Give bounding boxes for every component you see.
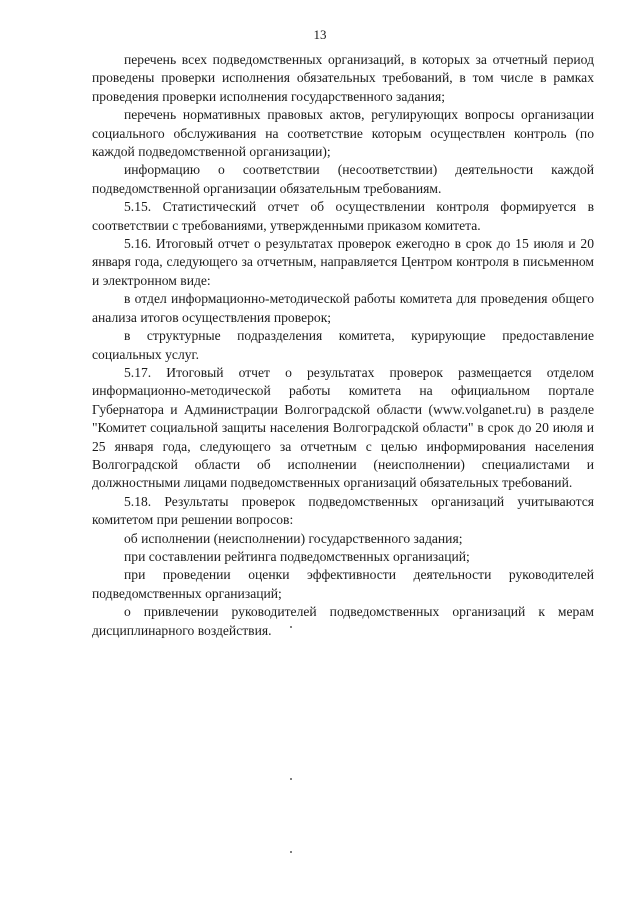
paragraph-compliance-info: информацию о соответствии (несоответствии) деятельности каждой подведомственной организации обязательным требованиям. <box>92 162 594 196</box>
paragraph-methodical-department: в отдел информационно-методической работы комитета для проведения общего анализа итогов осуществления проверок; <box>92 291 594 325</box>
paragraph-efficiency-assessment: при проведении оценки эффективности деятельности руководителей подведомственных организаций; <box>92 567 594 601</box>
paragraph-disciplinary: о привлечении руководителей подведомственных организаций к мерам дисциплинарного воздействия. <box>92 604 594 638</box>
paragraph-rating: при составлении рейтинга подведомственных организаций; <box>124 548 470 564</box>
paragraph-5-17: 5.17. Итоговый отчет о результатах проверок размещается отделом информационно-методической работы комитета на официальном портале Губернатора и Администрации Волгоградской области (www.volganet.ru) в разделе "Комитет социальной защиты населения Волгоградской области" в срок до 20 июля и 25 января года, следующего за отчетным с целью информирования населения Волгоградской области об исполнении (неисполнении) специалистами и должностными лицами подведомственных организаций обязательных требований. <box>92 364 594 491</box>
scan-speck <box>290 626 292 628</box>
scan-speck <box>290 851 292 853</box>
scan-speck <box>290 778 292 780</box>
page-number: 13 <box>313 27 327 42</box>
paragraph-5-15: 5.15. Статистический отчет об осуществлении контроля формируется в соответствии с требованиями, утвержденными приказом комитета. <box>92 199 594 233</box>
paragraph-state-assignment: об исполнении (неисполнении) государственного задания; <box>124 530 463 546</box>
paragraph-5-18: 5.18. Результаты проверок подведомственных организаций учитываются комитетом при решении вопросов: <box>92 493 594 528</box>
paragraph-structural-units: в структурные подразделения комитета, курирующие предоставление социальных услуг. <box>92 328 594 362</box>
document-body <box>92 51 594 640</box>
paragraph-5-16: 5.16. Итоговый отчет о результатах проверок ежегодно в срок до 15 июля и 20 января года, следующего за отчетным, направляется Центром контроля в письменном и электронном виде: <box>92 236 594 288</box>
paragraph-list-organizations: перечень всех подведомственных организаций, в которых за отчетный период проведены проверки исполнения обязательных требований, в том числе в рамках проведения проверки исполнения государственного задания; <box>92 52 594 104</box>
paragraph-list-legal-acts: перечень нормативных правовых актов, регулирующих вопросы организации социального обслуживания на соответствие которым осуществлен контроль (по каждой подведомственной организации); <box>92 107 594 160</box>
